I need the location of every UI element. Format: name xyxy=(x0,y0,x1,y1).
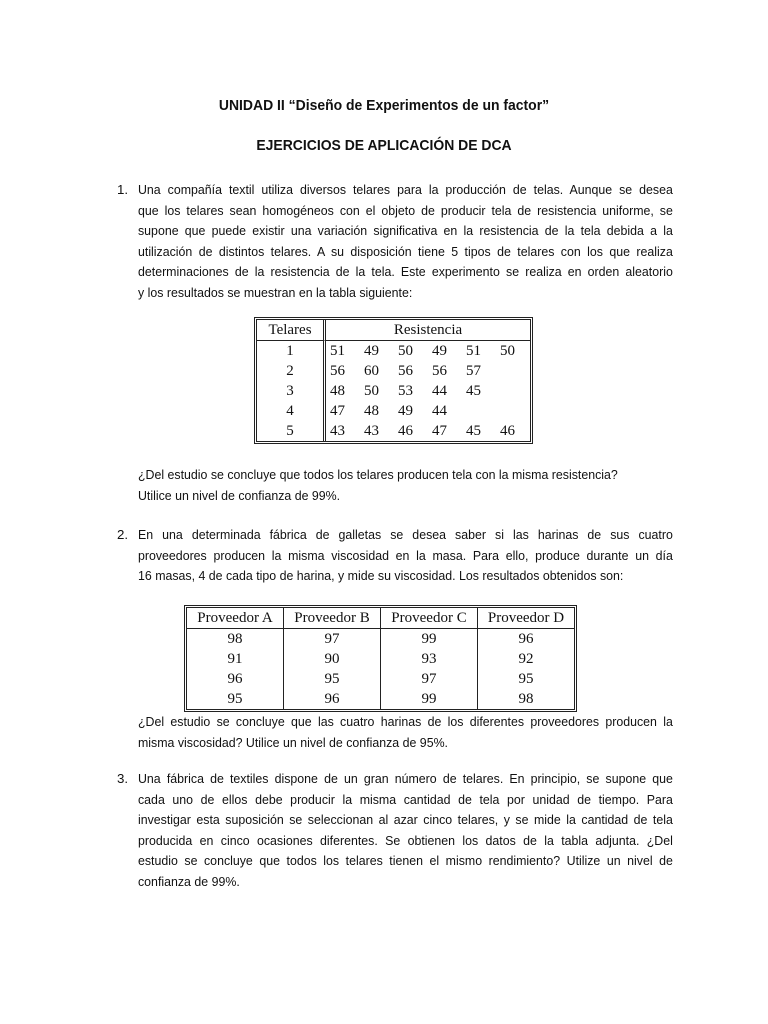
table-cell: 96 xyxy=(477,629,574,649)
text-line: estudio se concluye que todos los telares tienen el mismo rendimiento? Utilize un nivel de xyxy=(138,853,673,869)
table-cell: 98 xyxy=(227,631,243,647)
table-cell: 50 xyxy=(398,343,413,359)
table-cell: 48 xyxy=(330,383,345,399)
table-cell: 44 xyxy=(432,383,447,399)
table-cell: 47 xyxy=(432,423,447,439)
table-header-row xyxy=(257,320,530,341)
table-cell: 57 xyxy=(466,363,481,379)
table-cell: 56 xyxy=(398,363,413,379)
question-text xyxy=(138,712,673,753)
exercise-number: 2. xyxy=(117,527,129,542)
table-cell: 53 xyxy=(398,383,413,399)
header-cell: Proveedor A xyxy=(187,608,283,629)
exercise-3 xyxy=(117,769,673,893)
resistance-table xyxy=(254,317,533,444)
text-line: cada uno de ellos debe producir la misma cantidad de tela por unidad de tiempo. Para xyxy=(138,791,673,807)
document-subtitle: EJERCICIOS DE APLICACIÓN DE DCA xyxy=(256,137,512,154)
text-line: Una fábrica de textiles dispone de un gran número de telares. En principio, se supone que xyxy=(138,771,673,786)
table-cell: 95 xyxy=(283,669,380,689)
exercise-2-question xyxy=(117,712,673,753)
text-line: producida en cinco ocasiones diferentes. Se obtienen los datos de la tabla adjunta. ¿Del xyxy=(138,832,673,848)
text-line: supone que puede existir una variación significativa en la resistencia de la tela debida a la xyxy=(138,223,673,239)
table-cell: 56 xyxy=(330,363,345,379)
table-cell: 50 xyxy=(500,343,515,359)
text-line: investigar esta suposición se seleccionan al azar cinco telares, y se mide la cantidad de tela xyxy=(138,812,673,828)
exercise-1 xyxy=(117,180,673,304)
table-row xyxy=(187,649,574,669)
table-cell: 49 xyxy=(432,343,447,359)
table-row xyxy=(257,381,530,401)
table-row xyxy=(187,629,574,649)
table-cell: 46 xyxy=(500,423,515,439)
table-cell: 44 xyxy=(432,403,447,419)
exercise-1-question xyxy=(117,465,652,506)
text-line: Una compañía textil utiliza diversos telares para la producción de telas. Aunque se desea xyxy=(138,182,673,197)
suppliers-table xyxy=(184,605,577,712)
table-row xyxy=(257,361,530,381)
text-line: 16 masas, 4 de cada tipo de harina, y mide su viscosidad. Los resultados obtenidos son: xyxy=(138,568,624,584)
exercise-text xyxy=(138,525,673,587)
header-cell: Telares xyxy=(257,320,326,341)
table-cell xyxy=(496,381,530,401)
table-cell: 91 xyxy=(227,651,243,667)
exercise-text xyxy=(138,769,673,893)
table-cell: 45 xyxy=(466,383,481,399)
table-cell: 51 xyxy=(466,343,481,359)
exercise-text xyxy=(138,180,673,304)
table-cell: 48 xyxy=(364,403,379,419)
table-cell: 49 xyxy=(364,343,379,359)
header-cell: Proveedor D xyxy=(477,608,574,629)
table-row xyxy=(187,669,574,689)
table-cell: 92 xyxy=(477,649,574,669)
table-row xyxy=(257,341,530,361)
table-cell: 50 xyxy=(364,383,379,399)
table-cell: 97 xyxy=(283,629,380,649)
table-cell xyxy=(496,401,530,421)
text-line: y los resultados se muestran en la tabla siguiente: xyxy=(138,284,413,300)
table-cell: 5 xyxy=(257,421,326,441)
table-cell: 46 xyxy=(398,423,413,439)
text-line: ¿Del estudio se concluye que las cuatro harinas de los diferentes proveedores producen la xyxy=(138,714,673,729)
text-line: confianza de 99%. xyxy=(138,873,240,889)
table-cell: 95 xyxy=(477,669,574,689)
table-cell: 3 xyxy=(257,381,326,401)
table-cell: 51 xyxy=(330,343,345,359)
table-cell: 56 xyxy=(432,363,447,379)
table-cell: 43 xyxy=(364,423,379,439)
table-cell: 47 xyxy=(330,403,345,419)
table-cell xyxy=(462,401,496,421)
table-row xyxy=(187,689,574,709)
table-cell: 98 xyxy=(477,689,574,709)
table-cell: 90 xyxy=(283,649,380,669)
table-cell: 43 xyxy=(330,423,345,439)
text-line: En una determinada fábrica de galletas se desea saber si las harinas de sus cuatro xyxy=(138,527,673,542)
table-cell xyxy=(496,361,530,381)
text-line: proveedores producen la misma viscosidad en la masa. Para ello, produce durante un día xyxy=(138,547,673,563)
text-line: que los telares sean homogéneos con el objeto de producir tela de resistencia uniforme, se xyxy=(138,202,673,218)
table-cell: 99 xyxy=(380,629,477,649)
header-cell: Proveedor B xyxy=(283,608,380,629)
text-line: determinaciones de la resistencia de la tela. Este experimento se realiza en orden aleatorio xyxy=(138,264,673,280)
table-cell: 96 xyxy=(283,689,380,709)
exercise-2 xyxy=(117,525,673,587)
text-line: ¿Del estudio se concluye que todos los telares producen tela con la misma resistencia? xyxy=(138,467,618,482)
header-cell: Resistencia xyxy=(326,320,530,341)
table-cell: 45 xyxy=(466,423,481,439)
table-cell: 95 xyxy=(227,691,243,707)
table-cell: 99 xyxy=(380,689,477,709)
table-row xyxy=(257,421,530,441)
table-cell: 97 xyxy=(380,669,477,689)
table-cell: 2 xyxy=(257,361,326,381)
question-text xyxy=(138,465,673,506)
text-line: utilización de distintos telares. A su disposición tiene 5 tipos de telares con los que realiza xyxy=(138,243,673,259)
table-header-row xyxy=(187,608,574,629)
table-cell: 1 xyxy=(257,341,326,361)
text-line: misma viscosidad? Utilice un nivel de confianza de 95%. xyxy=(138,734,449,750)
text-line: Utilice un nivel de confianza de 99%. xyxy=(138,487,341,503)
table-cell: 49 xyxy=(398,403,413,419)
table-cell: 96 xyxy=(227,671,243,687)
exercise-number: 1. xyxy=(117,182,129,197)
table-cell: 60 xyxy=(364,363,379,379)
table-cell: 4 xyxy=(257,401,326,421)
exercise-number: 3. xyxy=(117,771,129,786)
table-row xyxy=(257,401,530,421)
document-title: UNIDAD II “Diseño de Experimentos de un factor” xyxy=(218,97,550,114)
header-cell: Proveedor C xyxy=(380,608,477,629)
table-cell: 93 xyxy=(380,649,477,669)
